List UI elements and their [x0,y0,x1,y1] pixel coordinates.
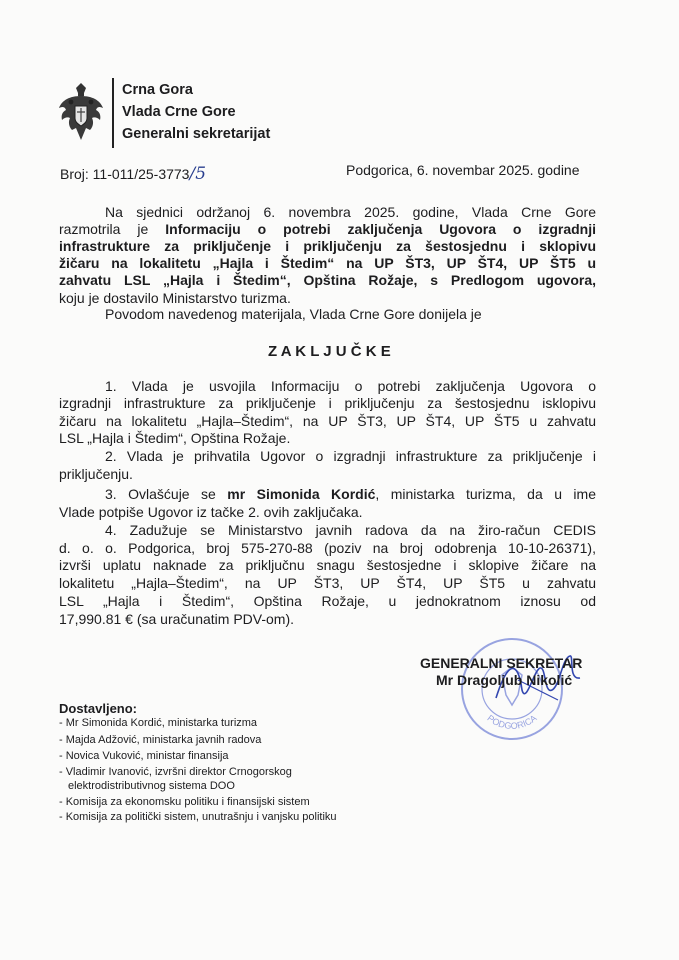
distribution-item-5: - Komisija za ekonomsku politiku i finansijski sistem [59,796,310,808]
item4-line-6: 17,990.81 € (sa uračunatim PDV-om). [59,611,295,627]
intro-line-7: Povodom navedenog materijala, Vlada Crne Gore donijela je [105,306,482,322]
conclusions-heading: Z A K L J U Č K E [268,343,391,360]
intro-line-1: Na sjednici održanoj 6. novembra 2025. godine, Vlada Crne Gore [105,204,596,220]
stamp-text: PODGORICA [485,712,539,731]
item4-line-3: izvrši uplatu naknade za priključnu snagu šestosjedne i sklopive žičare na [59,557,596,573]
intro-line-2-a: razmotrila je [59,221,166,237]
signature-name: Mr Dragoljub Nikolić [436,672,573,688]
intro-line-4: žičaru na lokalitetu „Hajla i Štedim“ na UP ŠT3, UP ŠT4, UP ŠT5 u [59,255,596,271]
coat-of-arms-emblem [56,82,106,144]
header-government: Vlada Crne Gore [122,104,236,120]
item2-line-1: 2. Vlada je prihvatila Ugovor o izgradnji infrastrukture za priključenje i [105,448,596,464]
item2-line-2: priključenju. [59,466,133,482]
item1-line-3: žičaru na lokalitetu „Hajla–Štedim“, na UP ŠT3, UP ŠT4, UP ŠT5 u zahvatu [59,413,596,429]
item1-line-4: LSL „Hajla i Štedim“, Opština Rožaje. [59,430,291,446]
item3-line-1 [105,486,596,504]
intro-line-6: koju je dostavilo Ministarstvo turizma. [59,290,291,306]
intro-line-3: infrastrukture za priključenje i priključenju za šestosjednu i sklopivu [59,238,596,254]
reference-number-text: Broj: 11-011/25-3773 [60,166,190,182]
item3-line-2: Vlade potpiše Ugovor iz tačke 2. ovih zaključaka. [59,504,363,520]
distribution-item-4-cont: elektrodistributivnog sistema DOO [68,780,235,792]
item1-line-2: izgradnji infrastrukture za priključenje i priključenju za šestosjednu isklopivu [59,395,596,411]
item4-line-2: d. o. o. Podgorica, broj 575-270-88 (poziv na broj odobrenja 10-10-26371), [59,540,596,556]
item3-text-a: 3. Ovlašćuje se [105,486,228,502]
distribution-item-1: - Mr Simonida Kordić, ministarka turizma [59,717,258,729]
intro-line-2 [59,221,596,239]
reference-number [60,166,206,184]
item3-name: mr Simonida Kordić [227,486,376,502]
intro-line-5: zahvatu LSL „Hajla i Štedim“, Opština Rožaje, s Predlogom ugovora, [59,272,596,288]
distribution-item-2: - Majda Adžović, ministarka javnih radova [59,734,262,746]
place-date: Podgorica, 6. novembar 2025. godine [346,162,580,178]
intro-line-2-b: Informaciju o potrebi zaključenja Ugovora o izgradnji [165,221,596,237]
header-office: Generalni sekretarijat [122,126,271,142]
signature-title: GENERALNI SEKRETAR [420,655,583,671]
item4-line-1: 4. Zadužuje se Ministarstvo javnih radova da na žiro-račun CEDIS [105,522,596,538]
distribution-heading: Dostavljeno: [59,701,138,716]
item4-line-5: LSL „Hajla i Štedim“, Opština Rožaje, u jednokratnom iznosu od [59,593,596,609]
distribution-item-3: - Novica Vuković, ministar finansija [59,750,229,762]
item4-line-4: lokalitetu „Hajla–Štedim“, na UP ŠT3, UP ŠT4, UP ŠT5 u zahvatu [59,575,596,591]
header-country: Crna Gora [122,82,193,98]
item1-line-1: 1. Vlada je usvojila Informaciju o potrebi zaključenja Ugovora o [105,378,596,394]
handwritten-suffix: /5 [189,164,207,184]
header-divider [112,78,114,148]
distribution-item-4: - Vladimir Ivanović, izvršni direktor Crnogorskog [59,766,292,778]
item3-text-c: , ministarka turizma, da u ime [375,486,596,502]
distribution-item-6: - Komisija za politički sistem, unutrašnju i vanjsku politiku [59,811,337,823]
